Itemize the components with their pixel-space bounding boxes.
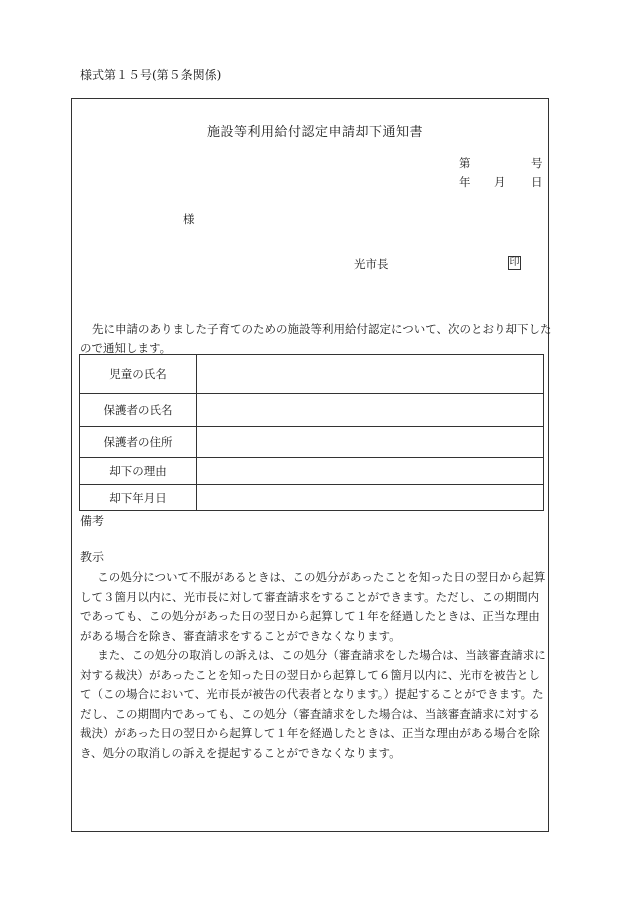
number-suffix: 号 [531,156,543,170]
table-row [80,427,544,458]
document-title: 施設等利用給付認定申請却下通知書 [206,125,423,140]
date-year: 年 [459,175,471,189]
table-row [80,458,544,485]
intro-text-content: 先に申請のありました子育てのための施設等利用給付認定について、次のとおり却下したので通知します。 [80,322,552,355]
info-table [79,354,544,511]
addressee-suffix: 様 [183,212,195,226]
remarks-label: 備考 [80,514,105,528]
table-label: 却下年月日 [80,485,197,511]
table-label: 保護者の氏名 [80,394,197,427]
table-row [80,485,544,511]
table-row [80,394,544,427]
table-row [80,355,544,394]
table-value [197,485,544,511]
date-month: 月 [494,175,506,189]
issuer-name: 光市長 [354,257,389,271]
table-value [197,427,544,458]
table-value [197,394,544,427]
table-value [197,458,544,485]
table-label: 児童の氏名 [80,355,197,394]
instruction-label: 教示 [80,550,105,564]
number-prefix: 第 [459,156,471,170]
instruction-paragraph-1: この処分について不服があるときは、この処分があったことを知った日の翌日から起算して３箇月以内に、光市長に対して審査請求をすることができます。ただし、この期間内であっても、この処分があった日の翌日から起算して１年を経過したときは、正当な理由がある場合を除き、審査請求をすることができなくなります。 [80,570,546,643]
date-day: 日 [531,175,543,189]
table-value [197,355,544,394]
seal-mark: 印 [509,257,520,268]
table-label: 保護者の住所 [80,427,197,458]
intro-text [80,320,554,358]
instruction-paragraph-2: また、この処分の取消しの訴えは、この処分（審査請求をした場合は、当該審査請求に対する裁決）があったことを知った日の翌日から起算して６箇月以内に、光市を被告として（この場合において、光市長が被告の代表者となります。）提起することができます。ただし、この期間内であっても、この処分（審査請求をした場合は、当該審査請求に対する裁決）があった日の翌日から起算して１年を経過したときは、正当な理由がある場合を除き、処分の取消しの訴えを提起することができなくなります。 [80,648,546,760]
table-label: 却下の理由 [80,458,197,485]
form-number: 様式第１５号(第５条関係) [80,68,222,82]
